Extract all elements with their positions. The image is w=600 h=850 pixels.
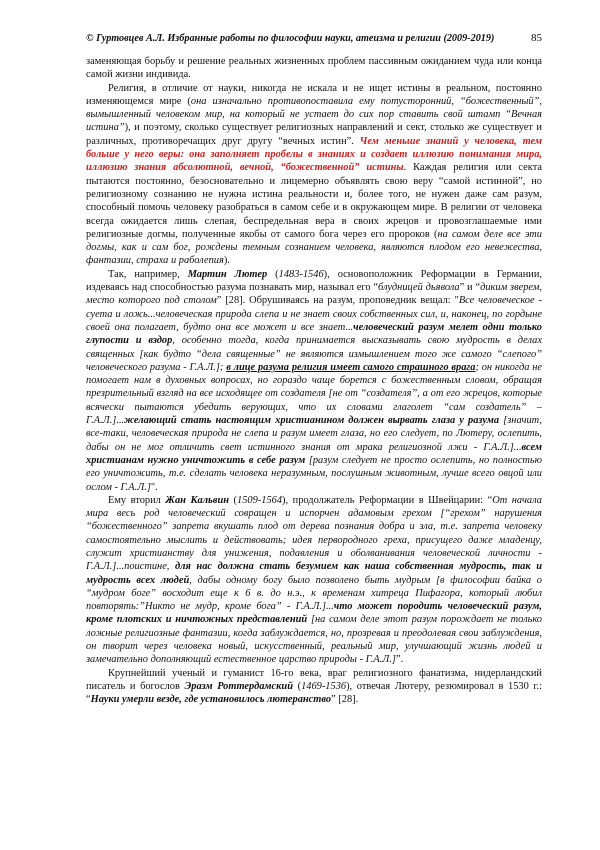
p4-bold-2: что может породить человеческий разум, кроме плотских и ничтожных представлений [86,601,542,626]
p5-name-erasmus: Эразм Роттердамский [184,680,293,692]
p4-c: ( [229,494,238,506]
p5-e: ), отвечая Лютеру, резюмировал в 1530 г.: “ [86,680,542,706]
p2-text-c: ), и поэтому, сколько существует религиозных направлений и сект, столько же существует и различных, противоречащих друг другу “вечных истин”. [86,122,542,147]
p4-quote-3: [на самом деле этот разум порождает не только ложные религиозные фантазии, когда заблуждается, но, прозревая и преодолевая свои заблуждения, он творит через человека новый, искусственный, реальный мир, улучшающий жизнь людей и замечательно дополняющий естественное царство природы - Г.А.Л.] [86,614,542,666]
p3-quote-5: ; он никогда не помогает нам в духовных вопросах, но гораздо чаще борется с божественным словом, обращая презрительный взгляд на все исходящее от создателя [не от “создателя”, а от его жрецов, которые всячески пытаются убедить верующих, что их словами глаголет “сам создатель” – Г.А.Л.]... [86,361,542,427]
p3-quote-6: [значит, все-таки, человеческая природа не слепа и разум имеет глаза, но его следует, по Лютеру, ослепить, дабы он не мог отличить свет истинного знания от мрака религиозной лжи - Г.А.Л.]... [86,415,543,453]
p3-i: ” [28]. Обрушиваясь на разум, проповедник вещал: " [216,295,459,307]
p4-quote-2: , дабы одному богу было позволено быть мудрым [в философии байка о “мудром боге” восходит еще к 6 в. до н.э., к временам хитреца Пифагора, который любил повторять:”Никто не мудр, кроме бога” - Г.А.Л.]... [86,574,542,613]
p3-c: ( [267,268,279,280]
p2-text-g: ). [223,255,230,267]
p3-g: ” и “ [459,282,481,294]
p3-bold-1: человеческий разум мелет одни только глупости и вздор [86,321,542,347]
p3-years: 1483-1546 [278,268,324,280]
p5-years: 1469-1536 [301,680,347,692]
page-number: 85 [531,32,542,44]
p4-quote-1: От начала мира весь род человеческий совращен и испорчен адамовым грехом [“грехом” нарушения “божественного” запрета вкушать плод от дерева познания добра и зла, т.е. запрета человеку самостоятельно мыслить и действовать; идея первородного греха, присущего даже младенцу, служит христианству для унижения, подавления и оболванивания человеческой личности - Г.А.Л.]...поистине, [86,494,542,573]
p3-s: ". [150,481,158,493]
p5-quote: Науки умерли везде, где установилось лютеранство [90,694,332,706]
paragraph-5 [86,667,542,707]
p4-name-calvin: Жан Кальвин [165,494,229,506]
p4-e: ), продолжатель Реформации в Швейцарии: “ [282,494,493,506]
paragraph-4 [86,494,542,667]
p2-red-emphasis: Чем меньше знаний у человека, тем больше у него веры: она заполняет пробелы в знаниях и создает иллюзию понимания мира, иллюзию знания абсолютной, вечной, “божественной” истины [86,135,542,174]
p5-a: Крупнейший ученый и гуманист 16-го века, враг религиозного фанатизма, нидерландский писатель и богослов [86,667,542,692]
paragraph-3 [86,268,542,494]
p3-quote-1: блудницей дьявола [377,282,460,294]
p3-bold-2: в лице разума религия имеет самого страшного врага [226,361,476,373]
p4-bold-1: для нас должна стать безумием как наша собственная мудрость, так и мудрость всех людей [86,561,542,586]
p3-bold-3: желающий стать настоящим христианином должен вырвать глаза у разума [124,415,500,427]
p3-quote-3: Все человеческое - суета и ложь...человеческая природа слепа и не знает своих собственных сил, и, наконец, по гордыне своей она полагает, будто она все может и все знает... [86,295,542,333]
header-title: © Гуртовцев А.Л. Избранные работы по философии науки, атеизма и религии (2009-2019) [86,33,495,44]
p3-quote-4: , особенно тогда, когда принимается высказывать свою мудрость в делах священных [как будто “дела священные” не являются измышлением того же самого “слепого” человеческого разума - Г.А.Л.]; [86,335,542,373]
p3-a: Так, например, [108,268,188,280]
p5-c: ( [292,680,302,692]
paragraph-1: заменяющая борьбу и решение реальных жизненных проблем пассивным ожиданием чуда или конца самой жизни индивида. [86,56,542,81]
p3-quote-2: диким зверем, место которого под столом [86,282,543,307]
p4-years: 1509-1564 [237,494,283,506]
p2-text-a: Религия, в отличие от науки, никогда не искала и не ищет истины в реальном, постоянно изменяющемся мире ( [86,82,542,107]
p3-e: ), основоположник Реформации в Германии, издеваясь над способностью разума познавать мир, называл его “ [86,268,542,294]
running-header [86,33,542,49]
p2-text-e: . Каждая религия или секта пытаются постоянно, безосновательно и лицемерно объявлять свою веру “самой истинной”, но религиозному сознанию не нужна истина реальности и, более того, не нужен даже сам разум, способный помочь человеку разобраться в самом себе и в окружающем мире. В религии от человека всегда ожидается лишь слепая, беспредельная вера в своих жрецов и провозглашаемые ими религиозные догмы, полученные якобы от самого бога через его пророков ( [86,162,542,240]
paragraph-2 [86,82,542,268]
p3-bold-4: всем христианам нужно уничтожить в себе разум [86,441,542,466]
page-body [86,55,542,707]
p5-g: ” [28]. [331,694,359,706]
p3-quote-7: [разум следует не просто ослепить, но полностью его уничтожить, т.е. сделать человека неразумным, послушным животным, лучше всего овцой или ослом - Г.А.Л.] [86,454,542,493]
p2-italic-note: на самом деле все эти догмы, как и сам бог, рождены темным сознанием человека, являются плодом его невежества, фантазии, страха и раболепия [86,228,542,267]
p2-italic-aside: она изначально противопоставила ему потусторонний, “божественный”, вымышленный человеком мир, на который не устает до сих пор ставить свой штамп “Вечная истина” [86,95,542,134]
p4-k: ”. [395,654,404,666]
p4-a: Ему вторил [108,494,166,506]
p3-name-luther: Мартин Лютер [187,268,268,280]
